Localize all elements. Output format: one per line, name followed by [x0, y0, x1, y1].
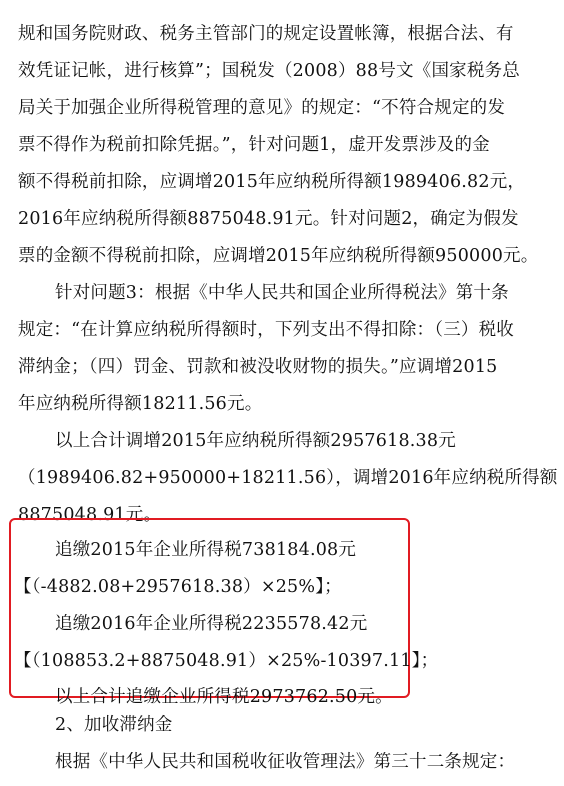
paragraph-line: 2016年应纳税所得额8875048.91元。针对问题2，确定为假发	[18, 209, 519, 229]
paragraph-line: 年应纳税所得额18211.56元。	[18, 394, 263, 414]
paragraph-line: 票不得作为税前扣除凭据。”，针对问题1，虚开发票涉及的金	[18, 135, 490, 155]
paragraph-line: 效凭证记帐，进行核算”；国税发（2008）88号文《国家税务总	[18, 61, 520, 81]
paragraph-line: 额不得税前扣除，应调增2015年应纳税所得额1989406.82元，	[18, 172, 526, 192]
paragraph-line: 根据《中华人民共和国税收征收管理法》第三十二条规定：	[55, 752, 516, 772]
paragraph-line: 滞纳金；（四）罚金、罚款和被没收财物的损失。”应调增2015	[18, 357, 498, 377]
highlighted-line: 以上合计追缴企业所得税2973762.50元。	[55, 687, 393, 707]
paragraph-line: 规定：“在计算应纳税所得额时，下列支出不得扣除：（三）税收	[18, 320, 514, 340]
paragraph-line: 以上合计调增2015年应纳税所得额2957618.38元	[55, 431, 456, 451]
highlighted-line: 追缴2015年企业所得税738184.08元	[55, 540, 357, 560]
highlighted-line: 追缴2016年企业所得税2235578.42元	[55, 614, 368, 634]
paragraph-line: 规和国务院财政、税务主管部门的规定设置帐簿，根据合法、有	[18, 24, 514, 44]
highlighted-line: 【（108853.2+8875048.91）×25%-10397.11】；	[14, 651, 439, 671]
paragraph-line: 针对问题3：根据《中华人民共和国企业所得税法》第十条	[55, 283, 509, 303]
paragraph-line: （1989406.82+950000+18211.56），调增2016年应纳税所得额	[18, 468, 558, 488]
paragraph-line: 8875048.91元。	[18, 505, 162, 525]
paragraph-line: 局关于加强企业所得税管理的意见》的规定：“不符合规定的发	[18, 98, 506, 118]
section-heading: 2、加收滞纳金	[55, 715, 173, 735]
highlighted-line: 【（-4882.08+2957618.38）×25%】；	[14, 577, 342, 597]
paragraph-line: 票的金额不得税前扣除，应调增2015年应纳税所得额950000元。	[18, 246, 539, 266]
